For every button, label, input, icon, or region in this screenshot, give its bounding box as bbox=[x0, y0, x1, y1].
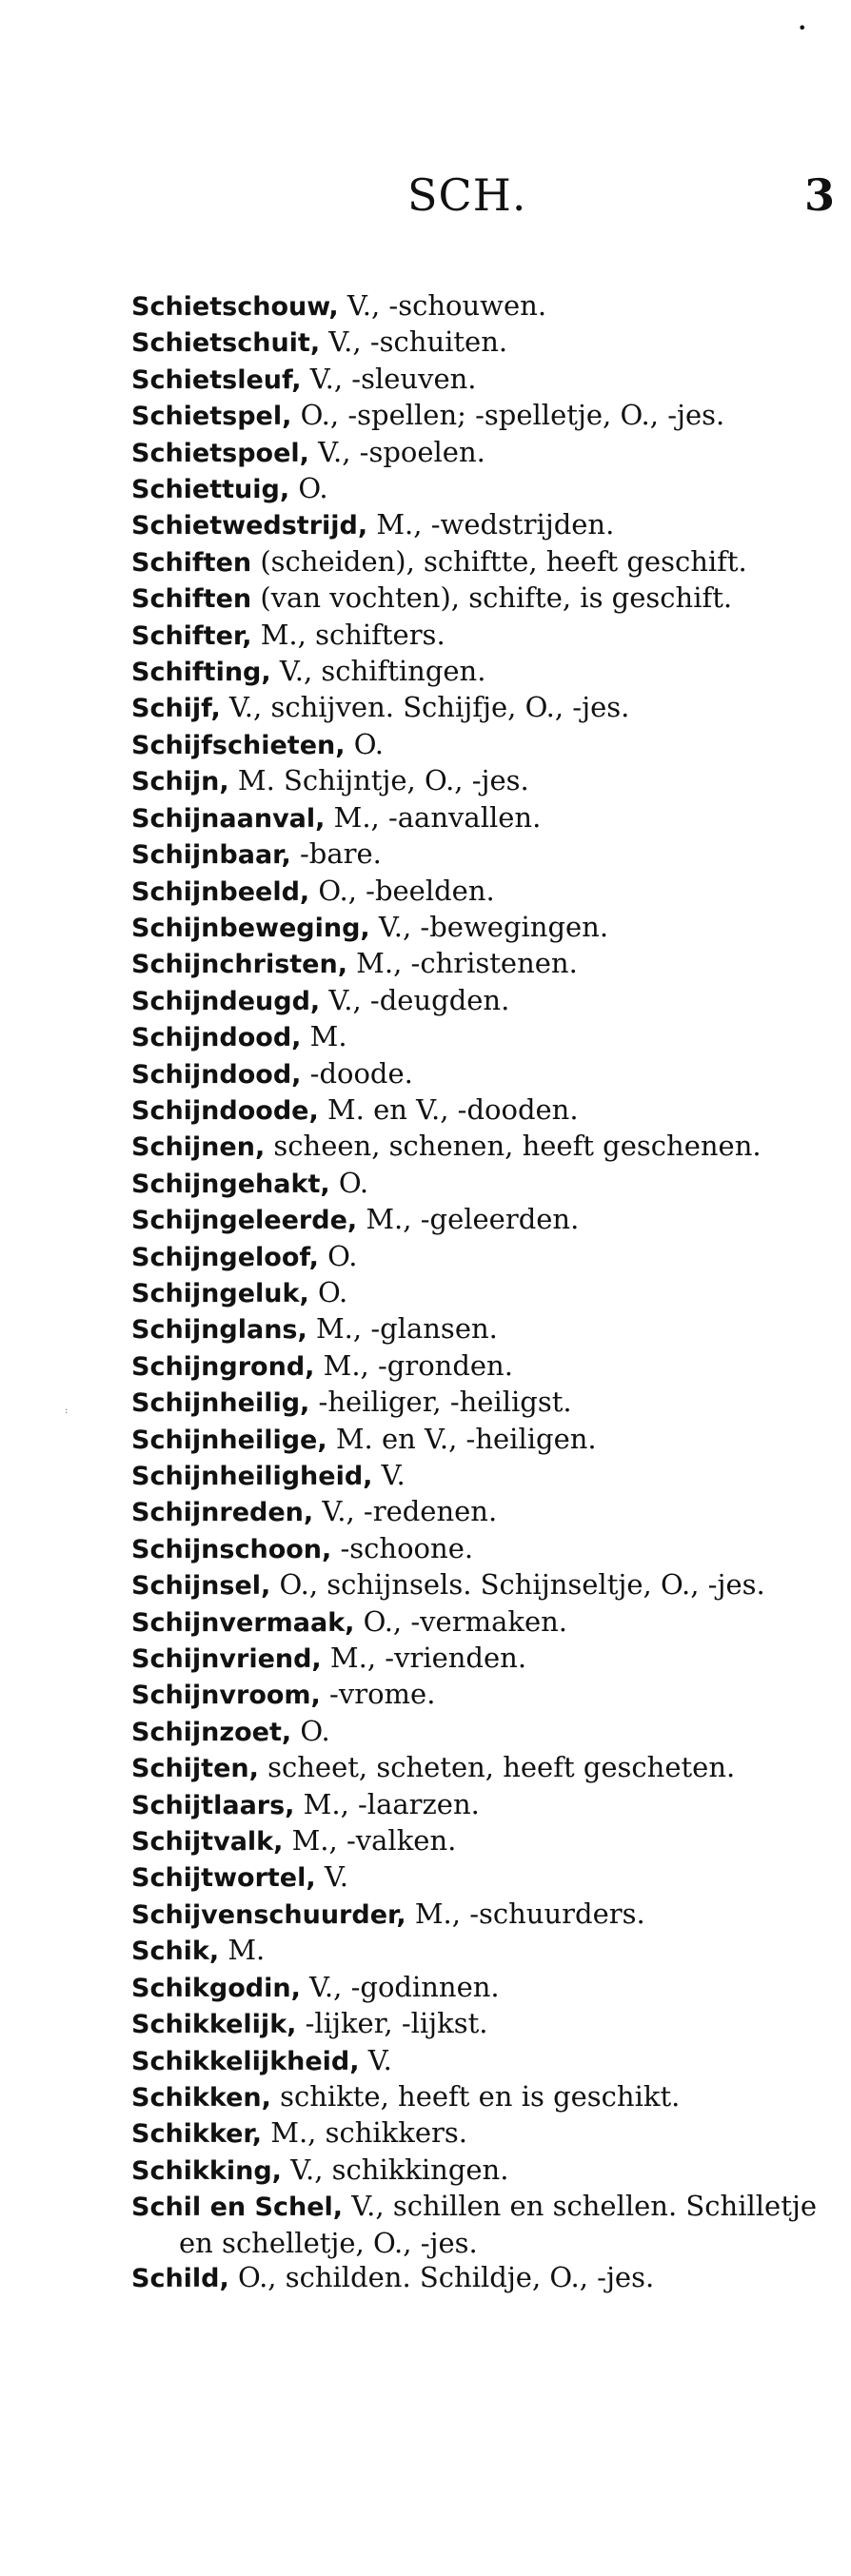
entry-definition: O., -vermaken. bbox=[354, 1604, 567, 1638]
entry-definition: V., -sleuven. bbox=[301, 362, 477, 395]
entry-headword: Schikken, bbox=[131, 2082, 271, 2113]
entry-definition: M. en V., -dooden. bbox=[318, 1092, 579, 1126]
entry-definition: -heiliger, -heiligst. bbox=[309, 1386, 572, 1419]
entry-definition: O. bbox=[291, 1714, 330, 1747]
entry-definition: V., -godinnen. bbox=[300, 1970, 500, 2003]
dictionary-entry bbox=[131, 471, 817, 507]
entry-headword: Schijndoode, bbox=[131, 1095, 319, 1126]
entry-headword: Schietspel, bbox=[131, 402, 292, 432]
dictionary-entry bbox=[131, 544, 817, 580]
dictionary-entry bbox=[131, 983, 817, 1019]
dictionary-entry bbox=[131, 2079, 817, 2115]
entry-definition: M. Schijntje, O., -jes. bbox=[228, 764, 529, 797]
dictionary-entry bbox=[131, 1129, 817, 1165]
dictionary-entry bbox=[131, 1202, 817, 1238]
entry-definition: V. bbox=[359, 2043, 392, 2076]
entry-headword: Schijngeluk, bbox=[131, 1278, 309, 1308]
dictionary-entry bbox=[131, 1641, 817, 1677]
dictionary-entry bbox=[131, 1859, 817, 1896]
dictionary-entry bbox=[131, 1714, 817, 1750]
entry-headword: Schil en Schel, bbox=[131, 2193, 344, 2223]
entry-definition: scheet, scheten, heeft gescheten. bbox=[258, 1751, 736, 1784]
entry-headword: Schijnchristen, bbox=[131, 950, 347, 980]
entry-definition: M., -vrienden. bbox=[321, 1642, 527, 1675]
entry-definition: M., -laarzen. bbox=[294, 1787, 480, 1820]
entry-definition: M., -aanvallen. bbox=[325, 800, 542, 834]
dictionary-entry bbox=[131, 1092, 817, 1129]
entry-definition: M. en V., -heiligen. bbox=[327, 1422, 597, 1455]
dictionary-entry bbox=[131, 874, 817, 910]
running-head bbox=[0, 167, 851, 234]
entry-definition: M., -gronden. bbox=[314, 1348, 513, 1382]
running-head-title: SCH. bbox=[407, 169, 527, 221]
dictionary-entry bbox=[131, 800, 817, 836]
dictionary-entry-list bbox=[131, 288, 817, 2296]
dictionary-entry bbox=[131, 1275, 817, 1311]
entry-definition: O. bbox=[308, 1275, 348, 1308]
entry-definition: V., schillen en schellen. Schilletje en schelletje, O., -jes. bbox=[179, 2190, 818, 2259]
entry-definition: V., -schouwen. bbox=[338, 289, 547, 322]
entry-definition: V. bbox=[315, 1860, 348, 1894]
entry-headword: Schijnbeeld, bbox=[131, 876, 310, 907]
entry-definition: V., -redenen. bbox=[313, 1495, 498, 1528]
entry-definition: O., schilden. Schildje, O., -jes. bbox=[228, 2260, 655, 2293]
entry-headword: Schikker, bbox=[131, 2119, 263, 2150]
entry-headword: Schijtwortel, bbox=[131, 1863, 316, 1894]
entry-definition: M., -christenen. bbox=[346, 947, 578, 980]
dictionary-entry bbox=[131, 1531, 817, 1567]
dictionary-entry bbox=[131, 1239, 817, 1275]
entry-headword: Schijnen, bbox=[131, 1132, 266, 1163]
dictionary-entry bbox=[131, 362, 817, 398]
margin-mark: : bbox=[65, 1406, 69, 1416]
entry-headword: Schijnzoet, bbox=[131, 1717, 292, 1747]
dictionary-entry bbox=[131, 1019, 817, 1055]
entry-headword: Schijngrond, bbox=[131, 1351, 315, 1382]
dictionary-entry bbox=[131, 1897, 817, 1933]
entry-definition: O., -beelden. bbox=[309, 874, 495, 907]
entry-headword: Schikkelijk, bbox=[131, 2010, 297, 2040]
entry-headword: Schikkelijkheid, bbox=[131, 2046, 360, 2076]
entry-headword: Schijnbaar, bbox=[131, 840, 291, 871]
entry-headword: Schijnheilig, bbox=[131, 1388, 310, 1419]
dictionary-entry bbox=[131, 1166, 817, 1202]
entry-definition: V., -schuiten. bbox=[320, 325, 508, 359]
entry-definition: V., -spoelen. bbox=[308, 435, 485, 468]
dictionary-entry bbox=[131, 2189, 817, 2260]
entry-headword: Schijnreden, bbox=[131, 1498, 314, 1528]
dictionary-entry bbox=[131, 1933, 817, 1969]
dictionary-entry bbox=[131, 2153, 817, 2189]
entry-headword: Schijngeleerde, bbox=[131, 1206, 358, 1236]
entry-headword: Schijndeugd, bbox=[131, 986, 321, 1016]
dictionary-entry bbox=[131, 507, 817, 543]
entry-headword: Schietwedstrijd, bbox=[131, 511, 368, 541]
dictionary-entry bbox=[131, 1422, 817, 1458]
page-number: 3 bbox=[804, 169, 836, 221]
entry-definition: O., -spellen; -spelletje, O., -jes. bbox=[291, 399, 725, 432]
dictionary-entry bbox=[131, 1458, 817, 1494]
entry-definition: V., schijven. Schijfje, O., -jes. bbox=[220, 691, 630, 724]
dictionary-entry bbox=[131, 1348, 817, 1385]
entry-definition: (scheiden), schiftte, heeft geschift. bbox=[251, 544, 747, 578]
dictionary-entry bbox=[131, 580, 817, 617]
dictionary-entry bbox=[131, 2115, 817, 2152]
entry-headword: Schijnvermaak, bbox=[131, 1607, 355, 1638]
dictionary-entry bbox=[131, 288, 817, 324]
entry-headword: Schifter, bbox=[131, 620, 252, 651]
entry-headword: Schijnheiligheid, bbox=[131, 1462, 373, 1491]
entry-definition: O. bbox=[289, 472, 328, 505]
entry-definition: V., -deugden. bbox=[320, 983, 510, 1016]
entry-headword: Schijnschoon, bbox=[131, 1534, 332, 1564]
dictionary-entry bbox=[131, 618, 817, 654]
entry-headword: Schiettuig, bbox=[131, 475, 290, 505]
dictionary-entry bbox=[131, 1494, 817, 1530]
entry-headword: Schijnvriend, bbox=[131, 1644, 322, 1675]
corner-mark: • bbox=[798, 19, 807, 37]
dictionary-entry bbox=[131, 763, 817, 799]
entry-headword: Schijndood, bbox=[131, 1059, 302, 1090]
entry-headword: Schijtvalk, bbox=[131, 1827, 284, 1858]
dictionary-entry bbox=[131, 1311, 817, 1347]
dictionary-entry bbox=[131, 727, 817, 763]
entry-definition: M., schikkers. bbox=[262, 2116, 467, 2150]
entry-definition: M., -schuurders. bbox=[406, 1897, 645, 1930]
entry-definition: -vrome. bbox=[320, 1678, 436, 1711]
entry-headword: Schiften bbox=[131, 584, 252, 615]
entry-definition: -bare. bbox=[290, 837, 382, 871]
entry-headword: Schietschuit, bbox=[131, 328, 321, 359]
entry-definition: O., schijnsels. Schijnseltje, O., -jes. bbox=[270, 1568, 765, 1602]
dictionary-entry bbox=[131, 836, 817, 873]
entry-headword: Schijnaanval, bbox=[131, 803, 326, 834]
entry-headword: Schijf, bbox=[131, 694, 221, 724]
entry-headword: Schiften bbox=[131, 547, 252, 578]
entry-definition: M., -geleerden. bbox=[357, 1203, 580, 1236]
entry-headword: Schijten, bbox=[131, 1754, 259, 1784]
dictionary-entry bbox=[131, 1604, 817, 1641]
entry-definition: M., schifters. bbox=[251, 618, 445, 651]
entry-definition: schikte, heeft en is geschikt. bbox=[270, 2079, 681, 2113]
entry-headword: Schikking, bbox=[131, 2155, 282, 2186]
entry-definition: -doode. bbox=[301, 1056, 413, 1090]
entry-headword: Schijnsel, bbox=[131, 1571, 271, 1602]
entry-headword: Schik, bbox=[131, 1937, 220, 1967]
entry-headword: Schijvenschuurder, bbox=[131, 1899, 406, 1930]
dictionary-entry bbox=[131, 1970, 817, 2006]
dictionary-entry bbox=[131, 435, 817, 471]
dictionary-entry bbox=[131, 910, 817, 946]
entry-definition: scheen, schenen, heeft geschenen. bbox=[265, 1130, 762, 1163]
entry-definition: M., -valken. bbox=[283, 1824, 457, 1858]
entry-definition: V., -bewegingen. bbox=[369, 910, 609, 943]
entry-headword: Schikgodin, bbox=[131, 1973, 301, 2003]
entry-headword: Schietspoel, bbox=[131, 438, 309, 468]
entry-definition: -schoone. bbox=[331, 1531, 474, 1564]
dictionary-entry bbox=[131, 1750, 817, 1786]
dictionary-entry bbox=[131, 654, 817, 690]
entry-definition: M. bbox=[219, 1934, 266, 1967]
dictionary-entry bbox=[131, 324, 817, 361]
entry-headword: Schijfschieten, bbox=[131, 730, 346, 760]
dictionary-entry bbox=[131, 1677, 817, 1713]
entry-definition: (van vochten), schifte, is geschift. bbox=[251, 581, 733, 615]
dictionary-entry bbox=[131, 1787, 817, 1823]
entry-headword: Schifting, bbox=[131, 658, 271, 688]
dictionary-entry bbox=[131, 1567, 817, 1603]
entry-headword: Schijnbeweging, bbox=[131, 913, 370, 943]
dictionary-entry bbox=[131, 1823, 817, 1859]
dictionary-entry bbox=[131, 1385, 817, 1421]
entry-headword: Schietschouw, bbox=[131, 292, 339, 322]
dictionary-entry bbox=[131, 1056, 817, 1092]
dictionary-entry bbox=[131, 2006, 817, 2042]
entry-headword: Schijngeloof, bbox=[131, 1242, 319, 1272]
entry-headword: Schijtlaars, bbox=[131, 1790, 295, 1820]
entry-definition: O. bbox=[318, 1239, 358, 1272]
entry-definition: V., schiftingen. bbox=[270, 655, 486, 688]
entry-definition: V., schikkingen. bbox=[281, 2153, 509, 2186]
dictionary-entry bbox=[131, 946, 817, 982]
entry-headword: Schietsleuf, bbox=[131, 364, 302, 395]
dictionary-entry bbox=[131, 690, 817, 726]
entry-definition: M., -glansen. bbox=[307, 1312, 498, 1346]
entry-headword: Schijnvroom, bbox=[131, 1681, 321, 1711]
entry-headword: Schijnglans, bbox=[131, 1315, 307, 1346]
entry-definition: -lijker, -lijkst. bbox=[296, 2007, 488, 2040]
entry-headword: Schild, bbox=[131, 2263, 229, 2293]
entry-definition: O. bbox=[329, 1166, 369, 1199]
dictionary-entry bbox=[131, 2043, 817, 2079]
entry-definition: V. bbox=[372, 1459, 406, 1491]
entry-headword: Schijn, bbox=[131, 767, 229, 797]
entry-headword: Schijnheilige, bbox=[131, 1425, 327, 1455]
dictionary-entry bbox=[131, 398, 817, 434]
entry-headword: Schijngehakt, bbox=[131, 1169, 330, 1199]
entry-definition: O. bbox=[345, 727, 385, 760]
entry-headword: Schijndood, bbox=[131, 1023, 302, 1053]
dictionary-entry bbox=[131, 2260, 817, 2296]
entry-definition: M., -wedstrijden. bbox=[367, 508, 615, 541]
entry-definition: M. bbox=[301, 1020, 347, 1053]
